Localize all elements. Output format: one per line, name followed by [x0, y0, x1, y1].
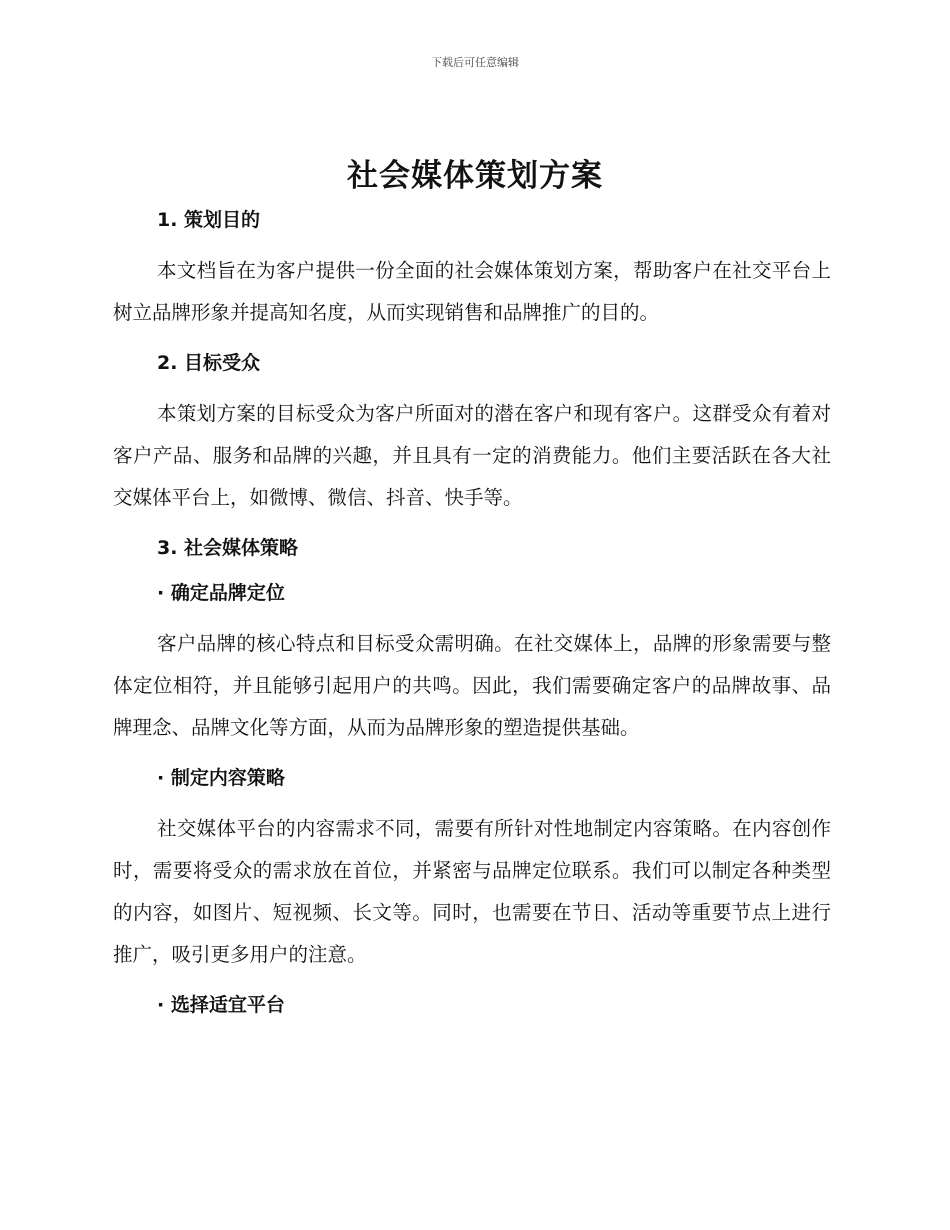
section-paragraph-audience: 本策划方案的目标受众为客户所面对的潜在客户和现有客户。这群受众有着对客户产品、服务和品牌的兴趣，并且具有一定的消费能力。他们主要活跃在各大社交媒体平台上，如微博、微信、抖音、快手等。	[113, 402, 831, 509]
section-heading-audience: 2. 目标受众	[157, 352, 261, 374]
subsection-heading-brand-positioning: · 确定品牌定位	[157, 582, 285, 604]
document-body	[113, 205, 831, 1035]
subsection-heading-platform-selection: · 选择适宜平台	[157, 994, 285, 1016]
subsection-heading-content-strategy: · 制定内容策略	[157, 767, 285, 789]
subsection-paragraph-content-strategy: 社交媒体平台的内容需求不同，需要有所针对性地制定内容策略。在内容创作时，需要将受众的需求放在首位，并紧密与品牌定位联系。我们可以制定各种类型的内容，如图片、短视频、长文等。同时，也需要在节日、活动等重要节点上进行推广，吸引更多用户的注意。	[113, 817, 831, 966]
section-heading-strategy: 3. 社会媒体策略	[157, 537, 299, 559]
section-heading-purpose: 1. 策划目的	[157, 209, 261, 231]
document-title: 社会媒体策划方案	[347, 158, 603, 194]
page-header-note: 下载后可任意编辑	[431, 56, 519, 69]
section-paragraph-purpose: 本文档旨在为客户提供一份全面的社会媒体策划方案，帮助客户在社交平台上树立品牌形象并提高知名度，从而实现销售和品牌推广的目的。	[113, 259, 831, 324]
subsection-paragraph-brand-positioning: 客户品牌的核心特点和目标受众需明确。在社交媒体上，品牌的形象需要与整体定位相符，并且能够引起用户的共鸣。因此，我们需要确定客户的品牌故事、品牌理念、品牌文化等方面，从而为品牌形象的塑造提供基础。	[113, 632, 831, 739]
